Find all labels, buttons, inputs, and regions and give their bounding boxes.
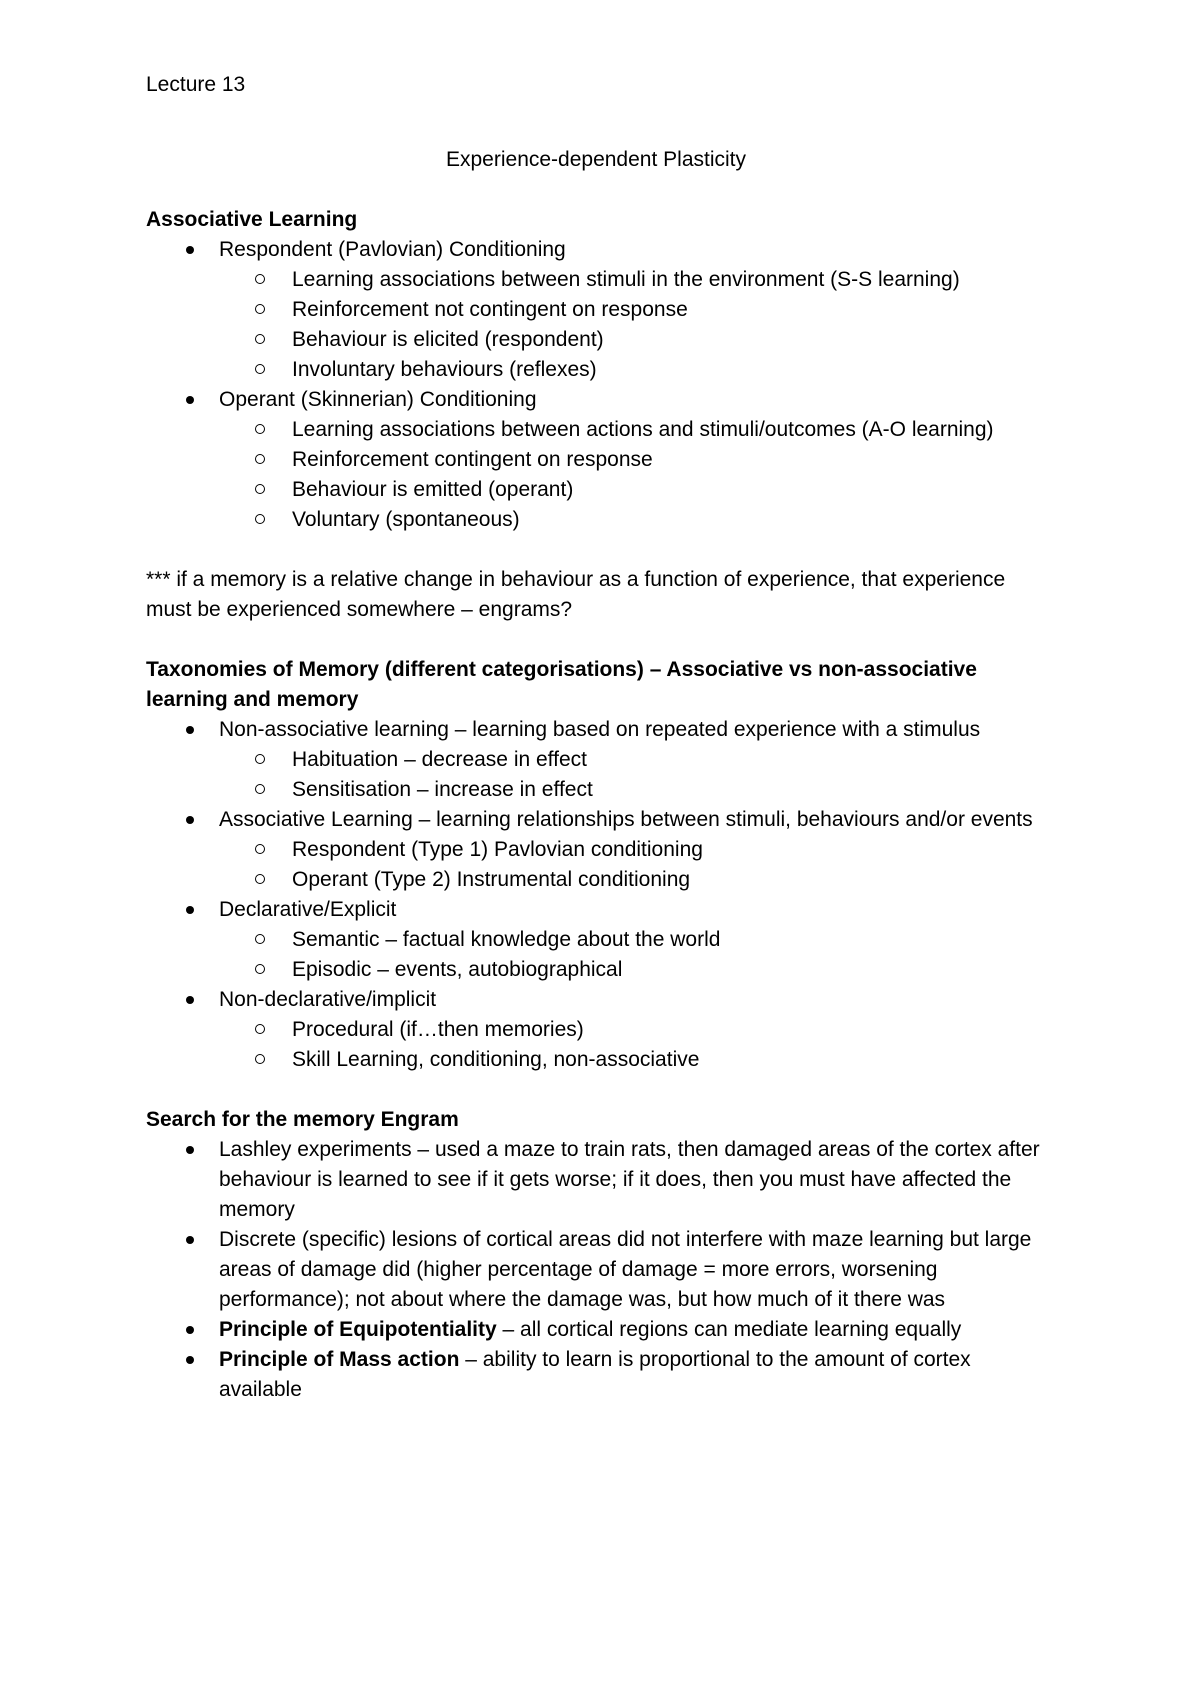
sub-item (219, 355, 1046, 385)
list-item (146, 1135, 1046, 1225)
sub-item (219, 295, 1046, 325)
sub-item-text: Procedural (if…then memories) (292, 1018, 584, 1041)
list-item-text: Associative Learning – learning relationships between stimuli, behaviours and/or events (219, 808, 1033, 831)
sub-item-text: Operant (Type 2) Instrumental conditioning (292, 868, 691, 891)
sub-item (219, 445, 1046, 475)
section-taxonomies (146, 655, 1046, 1075)
sub-item (219, 325, 1046, 355)
bullet-icon (186, 726, 194, 734)
list-item-text: Non-declarative/implicit (219, 988, 437, 1011)
circle-bullet-icon (255, 364, 265, 374)
bullet-icon (186, 996, 194, 1004)
sub-list (219, 745, 1046, 805)
bullet-list (146, 1135, 1046, 1405)
sub-item-text: Habituation – decrease in effect (292, 748, 587, 771)
section-heading: Search for the memory Engram (146, 1108, 459, 1131)
circle-bullet-icon (255, 304, 265, 314)
sub-item (219, 505, 1046, 535)
list-item (146, 385, 1046, 535)
section-associative-learning (146, 205, 1046, 625)
circle-bullet-icon (255, 514, 265, 524)
list-item (146, 1315, 1046, 1345)
list-item (146, 895, 1046, 985)
bullet-icon (186, 396, 194, 404)
sub-item-text: Skill Learning, conditioning, non-associative (292, 1048, 700, 1071)
bullet-list (146, 235, 1046, 535)
circle-bullet-icon (255, 964, 265, 974)
circle-bullet-icon (255, 844, 265, 854)
list-item-text: Lashley experiments – used a maze to train rats, then damaged areas of the cortex after behaviour is learned to see if it gets worse; if it does, then you must have affected the memory (219, 1138, 1040, 1221)
sub-list (219, 835, 1046, 895)
list-item (146, 715, 1046, 805)
sub-item (219, 475, 1046, 505)
bullet-icon (186, 1326, 194, 1334)
document-title: Experience-dependent Plasticity (445, 148, 746, 171)
list-item-text: Non-associative learning – learning based on repeated experience with a stimulus (219, 718, 981, 741)
circle-bullet-icon (255, 874, 265, 884)
bullet-icon (186, 1146, 194, 1154)
sub-list (219, 1015, 1046, 1075)
sub-list (219, 415, 1046, 535)
list-item (146, 1225, 1046, 1315)
sub-item-text: Sensitisation – increase in effect (292, 778, 593, 801)
list-item (146, 235, 1046, 385)
list-item-text: – ability to learn is proportional to the amount of cortex available (219, 1348, 971, 1401)
sub-item (219, 745, 1046, 775)
lecture-label: Lecture 13 (146, 73, 246, 96)
sub-list (219, 265, 1046, 385)
sub-item-text: Learning associations between stimuli in the environment (S-S learning) (292, 268, 960, 291)
list-item-text: Operant (Skinnerian) Conditioning (219, 388, 537, 411)
list-item-text: – all cortical regions can mediate learning equally (496, 1318, 962, 1341)
list-item (146, 985, 1046, 1075)
circle-bullet-icon (255, 784, 265, 794)
list-item (146, 805, 1046, 895)
bullet-icon (186, 1236, 194, 1244)
section-heading: Associative Learning (146, 208, 358, 231)
principle-term: Principle of Mass action (219, 1348, 460, 1371)
circle-bullet-icon (255, 934, 265, 944)
sub-item (219, 865, 1046, 895)
circle-bullet-icon (255, 754, 265, 764)
sub-item (219, 1045, 1046, 1075)
bullet-icon (186, 1356, 194, 1364)
circle-bullet-icon (255, 1024, 265, 1034)
document-page (146, 70, 1046, 1405)
bullet-icon (186, 906, 194, 914)
list-item-text: Respondent (Pavlovian) Conditioning (219, 238, 566, 261)
circle-bullet-icon (255, 1054, 265, 1064)
sub-list (219, 925, 1046, 985)
sub-item (219, 835, 1046, 865)
principle-term: Principle of Equipotentiality (219, 1318, 497, 1341)
sub-item-text: Reinforcement not contingent on response (292, 298, 688, 321)
list-item (146, 1345, 1046, 1405)
sub-item (219, 775, 1046, 805)
sub-item-text: Behaviour is elicited (respondent) (292, 328, 604, 351)
bullet-icon (186, 816, 194, 824)
sub-item-text: Reinforcement contingent on response (292, 448, 653, 471)
circle-bullet-icon (255, 334, 265, 344)
sub-item-text: Voluntary (spontaneous) (292, 508, 520, 531)
note-paragraph: *** if a memory is a relative change in behaviour as a function of experience, that experience must be experienced somewhere – engrams? (146, 568, 1006, 621)
sub-item-text: Behaviour is emitted (operant) (292, 478, 574, 501)
sub-item (219, 1015, 1046, 1045)
circle-bullet-icon (255, 424, 265, 434)
sub-item-text: Learning associations between actions and stimuli/outcomes (A-O learning) (292, 418, 994, 441)
sub-item-text: Involuntary behaviours (reflexes) (292, 358, 597, 381)
section-memory-engram (146, 1105, 1046, 1405)
sub-item-text: Semantic – factual knowledge about the world (292, 928, 721, 951)
sub-item (219, 955, 1046, 985)
circle-bullet-icon (255, 274, 265, 284)
bullet-icon (186, 246, 194, 254)
list-item-text: Declarative/Explicit (219, 898, 397, 921)
section-heading: Taxonomies of Memory (different categorisations) – Associative vs non-associative learning and memory (146, 658, 977, 711)
circle-bullet-icon (255, 454, 265, 464)
sub-item-text: Episodic – events, autobiographical (292, 958, 623, 981)
sub-item (219, 265, 1046, 295)
bullet-list (146, 715, 1046, 1075)
list-item-text: Discrete (specific) lesions of cortical areas did not interfere with maze learning but large areas of damage did (higher percentage of damage = more errors, worsening performance); not about where the damage was, but how much of it there was (219, 1228, 1032, 1311)
sub-item-text: Respondent (Type 1) Pavlovian conditioning (292, 838, 703, 861)
sub-item (219, 925, 1046, 955)
circle-bullet-icon (255, 484, 265, 494)
sub-item (219, 415, 1046, 445)
